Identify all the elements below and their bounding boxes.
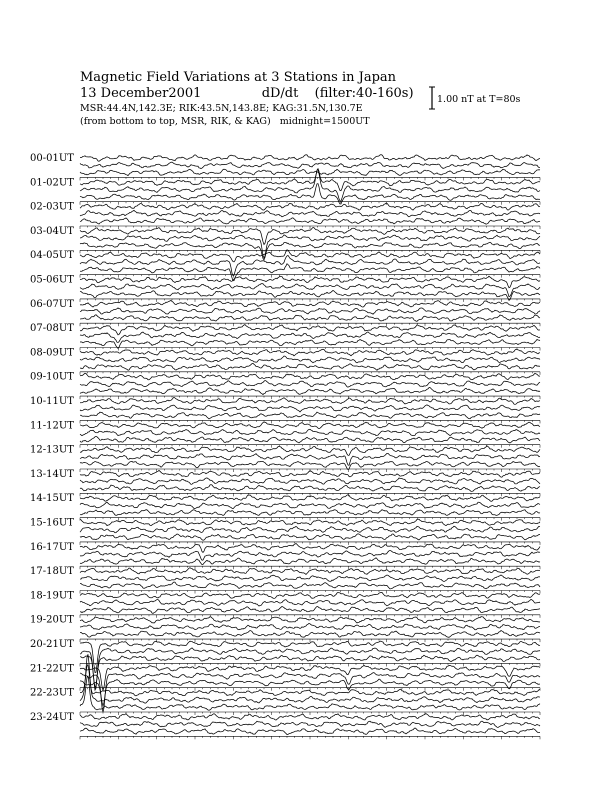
station-trace — [80, 264, 540, 281]
station-order-note: (from bottom to top, MSR, RIK, & KAG) — [80, 116, 271, 127]
station-trace — [80, 256, 540, 276]
station-trace — [80, 526, 540, 533]
station-trace — [80, 728, 540, 735]
row-label: 18-19UT — [30, 590, 74, 602]
station-trace — [80, 599, 540, 606]
row-label: 12-13UT — [30, 444, 74, 456]
row-label: 14-15UT — [30, 493, 74, 505]
station-trace — [80, 665, 540, 690]
station-trace — [80, 461, 540, 469]
station-trace — [80, 429, 540, 435]
station-trace — [80, 485, 540, 492]
station-trace — [80, 388, 540, 395]
station-trace — [80, 631, 540, 638]
row-label: 00-01UT — [30, 153, 74, 164]
station-trace — [80, 218, 540, 224]
station-trace — [80, 284, 540, 297]
row-label: 16-17UT — [30, 541, 74, 553]
station-trace — [80, 162, 540, 169]
station-trace — [80, 502, 540, 509]
row-label: 22-23UT — [30, 687, 74, 699]
station-trace — [80, 679, 540, 706]
chart-title: Magnetic Field Variations at 3 Stations in Japan — [80, 70, 397, 85]
station-trace — [80, 363, 540, 370]
row-label: 19-20UT — [30, 614, 74, 626]
row-label: 13-14UT — [30, 468, 74, 480]
row-label: 10-11UT — [30, 396, 74, 407]
row-label: 21-22UT — [30, 663, 74, 675]
station-trace — [80, 575, 540, 582]
station-trace — [80, 582, 540, 589]
station-trace — [80, 412, 540, 419]
station-trace — [80, 228, 540, 245]
row-label: 06-07UT — [30, 298, 74, 310]
row-label: 02-03UT — [30, 201, 74, 213]
station-trace — [80, 210, 540, 216]
station-trace — [80, 356, 540, 363]
row-label: 01-02UT — [30, 177, 74, 189]
row-label: 05-06UT — [30, 274, 74, 286]
station-trace — [80, 641, 540, 672]
scale-label: 1.00 nT at T=80s — [437, 94, 521, 105]
station-trace — [80, 169, 540, 175]
row-label: 20-21UT — [30, 639, 74, 650]
station-trace — [80, 510, 540, 516]
station-trace — [80, 558, 540, 565]
station-trace — [80, 721, 540, 727]
station-trace — [80, 436, 540, 443]
row-label: 11-12UT — [30, 420, 74, 432]
row-label: 23-24UT — [30, 711, 74, 723]
station-trace — [80, 623, 540, 629]
station-trace — [80, 534, 540, 540]
chart-date: 13 December2001 — [80, 86, 202, 101]
station-trace — [80, 184, 540, 204]
row-label: 15-16UT — [30, 517, 74, 529]
station-trace — [80, 315, 540, 322]
chart-filter: (filter:40-160s) — [314, 86, 414, 101]
row-label: 08-09UT — [30, 347, 74, 359]
chart-quantity: dD/dt — [261, 86, 299, 101]
station-trace — [80, 381, 540, 388]
station-coordinates: MSR:44.4N,142.3E; RIK:43.5N,143.8E; KAG:31.5N,130.7E — [80, 103, 363, 114]
station-trace — [80, 340, 540, 349]
row-label: 17-18UT — [30, 566, 74, 578]
station-trace — [80, 308, 540, 314]
station-trace — [80, 155, 540, 162]
station-trace — [80, 405, 540, 412]
station-trace — [80, 478, 540, 485]
midnight-note: midnight=1500UT — [279, 116, 370, 127]
station-trace — [80, 654, 540, 703]
row-label: 07-08UT — [30, 323, 74, 335]
station-trace — [80, 606, 540, 613]
row-label: 03-04UT — [30, 225, 74, 237]
row-label: 09-10UT — [30, 371, 74, 383]
row-label: 04-05UT — [30, 250, 74, 262]
